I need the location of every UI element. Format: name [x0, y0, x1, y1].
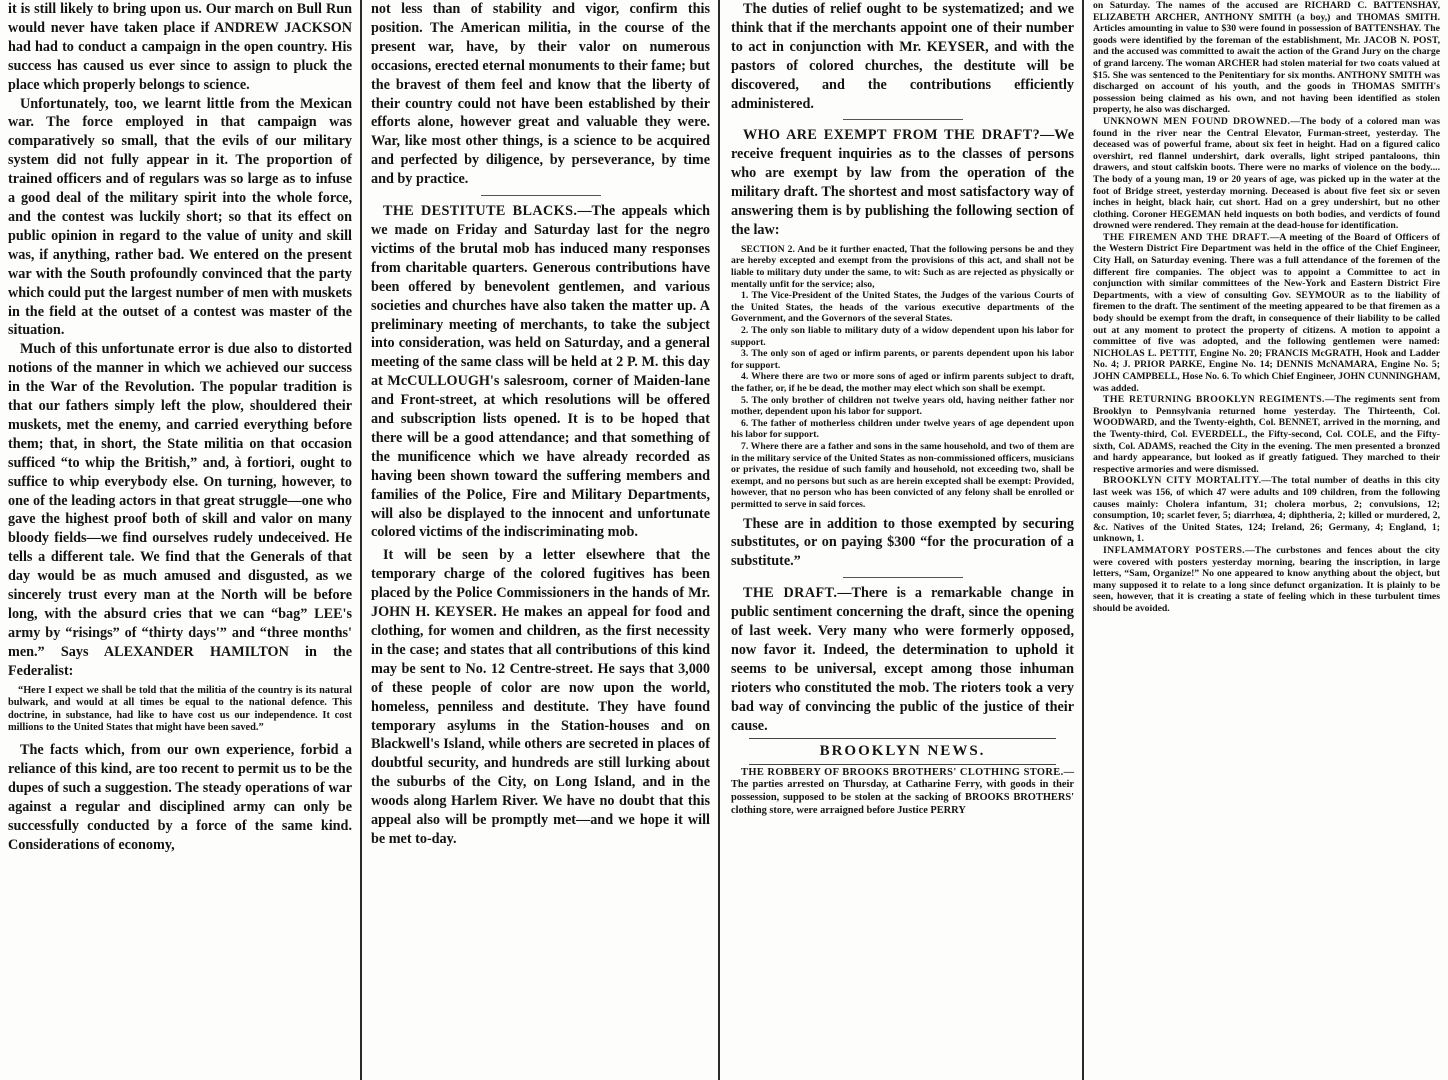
article-text: —A meeting of the Board of Officers of the Western District Fire Department was held in the office of the Chief Engineer, City Hall, on Saturday evening. There was a full attendance of the foremen of the different fire companies. The object was to appoint a Committee to act in conjunction with similar committees of the New-York and Eastern District Fire Departments, with a view of consulting Gov. SEYMOUR as to the liability of firemen to the draft. The sentiment of the meeting appeared to be that firemen as a body should be exempt from the draft, in consequence of their liability to be called out at any moment to protect the property of citizens. A motion to appoint a committee of five was adopted, and the following gentlemen were named: NICHOLAS L. PETTIT, Engine No. 20; FRANCIS McGRATH, Hook and Ladder No. 4; J. PRIOR PARKE, Engine No. 14; DENNIS McNAMARA, Engine No. 5; JOHN CAMPBELL, Hose No. 6. To which Chief Engineer, JOHN CUNNINGHAM, was added.: [1093, 231, 1440, 394]
paragraph: The duties of relief ought to be systematized; and we think that if the merchants appoint one of their number to act in conjunction with Mr. KEYSER, and with the pastors of colored churches, the destitute will be discovered, and the contributions efficiently administered.: [731, 1, 1074, 112]
article-mortality: [1093, 475, 1440, 545]
law-item: 6. The father of motherless children under twelve years of age dependent upon his labor for support.: [731, 417, 1074, 441]
paragraph: on Saturday. The names of the accused are RICHARD C. BATTENSHAY, ELIZABETH ARCHER, ANTHONY SMITH (a boy,) and THOMAS SMITH. Articles amounting in value to $30 were found in possession of BATTENSHAY. The goods were identified by the foreman of the establishment, Mr. JACOB N. POST, and the accused was committed to await the action of the Grand Jury on the charge of grand larceny. The woman ARCHER had stolen material for two coats valued at $15. She was sentenced to the Penitentiary for six months. ANTHONY SMITH was discharged on account of his youth, and the goods in THOMAS SMITH's possession being claimed as his own, and not having been identified as stolen property, he also was discharged.: [1093, 0, 1440, 116]
article-heading: THE RETURNING BROOKLYN REGIMENTS.: [1103, 394, 1325, 406]
article-heading: THE DRAFT.: [743, 585, 838, 602]
article-heading: UNKNOWN MEN FOUND DROWNED.: [1103, 115, 1291, 127]
law-item: 4. Where there are two or more sons of aged or infirm parents subject to draft, the father, or, if he be dead, the mother may elect which son shall be exempt.: [731, 371, 1074, 394]
article-text: —The regiments sent from Brooklyn to Pennsylvania returned home yesterday. The Thirteenth, Col. WOODWARD, and the Twenty-eighth, Col. BENNET, arrived in the morning, and the Twenty-third, Col. EVERDELL, the Fifty-second, Col. COLE, and the Fifty-sixth, Col. ADAMS, reached the City in the evening. The men presented a bronzed and hardy appearance, but looked as if greatly fatigued. They marched to their respective armories and were dismissed.: [1093, 394, 1440, 475]
law-item: 5. The only brother of children not twelve years old, having neither father nor mother, dependent upon his labor for support.: [731, 394, 1074, 418]
law-item: 7. Where there are a father and sons in the same household, and two of them are in the military service of the United States as non-commissioned officers, musicians or privates, the residue of such family and household, not exceeding two, shall be exempt, and no persons but such as are herein excepted shall be exempt: Provided, however, that no person who has been convicted of any felony shall be enrolled or permitted to serve in said forces.: [731, 440, 1074, 510]
article-destitute-blacks: [371, 202, 710, 542]
article-exempt: [731, 126, 1074, 239]
paragraph: Much of this unfortunate error is due also to distorted notions of the manner in which we achieved our success in the War of the Revolution. The popular tradition is that our fathers simply left the plow, shouldered their muskets, met the enemy, and carried everything before them; that, in short, the State militia on that occasion sufficed “to whip the British,” and, à fortiori, ought to suffice to whip everybody else. On turning, however, to one of the leading actors in that great struggle—one who gave the highest proof both of skill and valor on many bloody fields—we find ourselves rudely undeceived. He tells a different tale. We find that the Generals of that day would be as much amused and disgusted, as we sincerely trust every man at the North will be before long, with the absurd cries that we can “bag” LEE's army by “risings” of “thirty days'” and “three months' men.” Says ALEXANDER HAMILTON in the Federalist:: [8, 341, 352, 679]
article-unknown-men: [1093, 116, 1440, 232]
column-3: [723, 0, 1080, 1080]
paragraph: Unfortunately, too, we learnt little from the Mexican war. The force employed in that campaign was comparatively so small, that the evils of our military system did not fully appear in it. The proportion of trained officers and of regulars was so large as to infuse a good deal of the military spirit into the whole force, and the contest was luckily short; so that its effect on public opinion in regard to the value of unity and skill was, if anything, rather bad. We entered on the present war with the South profoundly convinced that the party which could put the largest number of men with muskets in the field at the outset of a contest was master of the situation.: [8, 95, 352, 339]
heading-rule: [749, 764, 1056, 765]
article-draft: [731, 584, 1074, 735]
article-regiments: [1093, 394, 1440, 475]
law-item: 2. The only son liable to military duty of a widow dependent upon his labor for support.: [731, 325, 1074, 348]
article-heading: THE ROBBERY OF BROOKS BROTHERS' CLOTHING STORE.: [741, 766, 1064, 778]
separator: [481, 195, 601, 196]
article-robbery: [731, 767, 1074, 818]
article-text: —There is a remarkable change in public sentiment concerning the draft, since the opening of last week. Very many who were formerly opposed, now favor it. Indeed, the determination to uphold it seems to be universal, except among those inhuman rioters who constituted the mob. The rioters took a very bad way of convincing the public of the justice of their cause.: [731, 585, 1074, 734]
article-text: —The curbstones and fences about the city were covered with posters yesterday morning, bearing the inscription, in large letters, “Sam, Organize!” No one appeared to know anything about the object, but many supposed it to relate to a long since defunct organization. It is plainly to be seen, however, that it is creating a state of feeling which in these turbulent times should be avoided.: [1093, 544, 1440, 614]
quotation: “Here I expect we shall be told that the militia of the country is its natural bulwark, and would at all times be equal to the national defence. This doctrine, in substance, had like to have cost us our independence. It cost millions to the United States that might have been saved.”: [8, 684, 352, 734]
column-rule: [360, 0, 362, 1080]
column-rule: [1082, 0, 1084, 1080]
article-text: —The total number of deaths in this city last week was 156, of which 47 were adults and 109 children, from the following causes mainly: Cholera infantum, 31; cholera morbus, 2; convulsions, 12; consumption, 10; scarlet fever, 5; diarrhœa, 4; diphtheria, 2; killed or murdered, 2, &c. Natives of the United States, 124; Ireland, 26; Germany, 4; England, 1; unknown, 1.: [1093, 475, 1440, 545]
article-heading: THE FIREMEN AND THE DRAFT.: [1103, 231, 1270, 243]
article-text: —The body of a colored man was found in the river near the Central Elevator, Furman-street, yesterday. The deceased was of powerful frame, about six feet in height. Had on a figured calico overshirt, red flannel undershirt, dark overalls, light striped pantaloons, thin drawers, and stout calfskin boots. There were no marks of violence on the body.... The body of a young man, 19 or 20 years of age, was picked up in the water at the foot of Bridge street, yesterday morning. Deceased is about five feet six or seven inches in height, black hair, cut short. Had on a grey undershirt, but no other clothing. Coroner HEGEMAN held inquests on both bodies, and verdicts of found drowned were rendered. They remain at the dead-house for identification.: [1093, 115, 1440, 232]
article-posters: [1093, 545, 1440, 615]
article-heading: INFLAMMATORY POSTERS.: [1103, 544, 1246, 556]
section-title: BROOKLYN NEWS.: [819, 742, 986, 759]
paragraph: It will be seen by a letter elsewhere that the temporary charge of the colored fugitives has been placed by the Police Commissioners in the hands of Mr. JOHN H. KEYSER. He makes an appeal for food and clothing, for women and children, as the first necessity in the case; and states that all contributions of this kind may be sent to No. 12 Centre-street. He says that 3,000 of these people of color are now upon the world, homeless, penniless and destitute. They have found temporary asylums in the Station-houses and on Blackwell's Island, while others are secreted in places of doubtful security, and hundreds are still lurking about the suburbs of the City, on Long Island, and in the woods along Harlem River. We have no doubt that this appeal also will be promptly met—and we hope it will be met to-day.: [371, 547, 710, 847]
separator: [843, 577, 963, 578]
article-text: —We receive frequent inquiries as to the classes of persons who are exempt by law from the operation of the military draft. The shortest and most satisfactory way of answering them is by publishing the following section of the law:: [731, 127, 1074, 238]
law-item: 3. The only son of aged or infirm parents, or parents dependent upon his labor for support.: [731, 348, 1074, 371]
column-2: [365, 0, 716, 1080]
article-text: —The appeals which we made on Friday and Saturday last for the negro victims of the brutal mob has induced many responses from charitable quarters. Generous contributions have been offered by benevolent gentlemen, and various societies and churches have also taken the matter up. A preliminary meeting of merchants, to take the subject into consideration, was held on Saturday, and a general meeting of the same class will be held at 2 P. M. this day at McCULLOUGH's salesroom, corner of Maiden-lane and Front-street, at which resolutions will be offered and subscription lists opened. It is to be hoped that there will be a good attendance; and that something of the munificence which we have already recorded as having been shown toward the suffering members and families of the Police, Fire and Military Departments, will also be displayed to the innocent and unfortunate colored victims of the indiscriminating mob.: [371, 203, 710, 541]
paragraph: not less than of stability and vigor, confirm this position. The American militia, in the course of the present war, have, by their valor on numerous occasions, erected eternal monuments to their fame; but the bravest of them feel and know that the liberty of their country could not have been established by their efforts alone, however great and valuable they were. War, like most other things, is a science to be acquired and perfected by diligence, by perseverance, by time and by practice.: [371, 1, 710, 188]
heading-rule: [749, 738, 1056, 739]
article-heading: BROOKLYN CITY MORTALITY.: [1103, 475, 1262, 487]
law-item: 1. The Vice-President of the United States, the Judges of the various Courts of the United States, the heads of the various executive departments of the Government, and the Governors of the several States.: [731, 290, 1074, 325]
article-firemen: [1093, 232, 1440, 394]
paragraph: These are in addition to those exempted by securing substitutes, or on paying $300 “for the procuration of a substitute.”: [731, 515, 1074, 570]
article-heading: WHO ARE EXEMPT FROM THE DRAFT?: [743, 127, 1041, 144]
paragraph: it is still likely to bring upon us. Our march on Bull Run would never have taken place if ANDREW JACKSON had had to conduct a campaign in the open country. His success has caused us ever since to assign to pluck the place which properly belongs to science.: [8, 1, 352, 93]
column-1: [0, 0, 358, 1080]
law-text: SECTION 2. And be it further enacted, That the following persons be and they are hereby excepted and exempt from the provisions of this act, and shall not be liable to military duty under the same, to wit: Such as are rejected as physically or mentally unfit for the service; also,: [731, 243, 1074, 290]
column-rule: [718, 0, 720, 1080]
separator: [843, 119, 963, 120]
column-4: [1087, 0, 1448, 1080]
article-heading: THE DESTITUTE BLACKS.: [383, 203, 578, 220]
article-text: —The parties arrested on Thursday, at Catharine Ferry, with goods in their possession, supposed to be stolen at the sacking of BROOKS BROTHERS' clothing store, were arraigned before Justice PERRY: [731, 766, 1074, 816]
paragraph: The facts which, from our own experience, forbid a reliance of this kind, are too recent to permit us to be the dupes of such a suggestion. The steady operations of war against a regular and disciplined army can only be successfully conducted by a force of the same kind. Considerations of economy,: [8, 742, 352, 853]
